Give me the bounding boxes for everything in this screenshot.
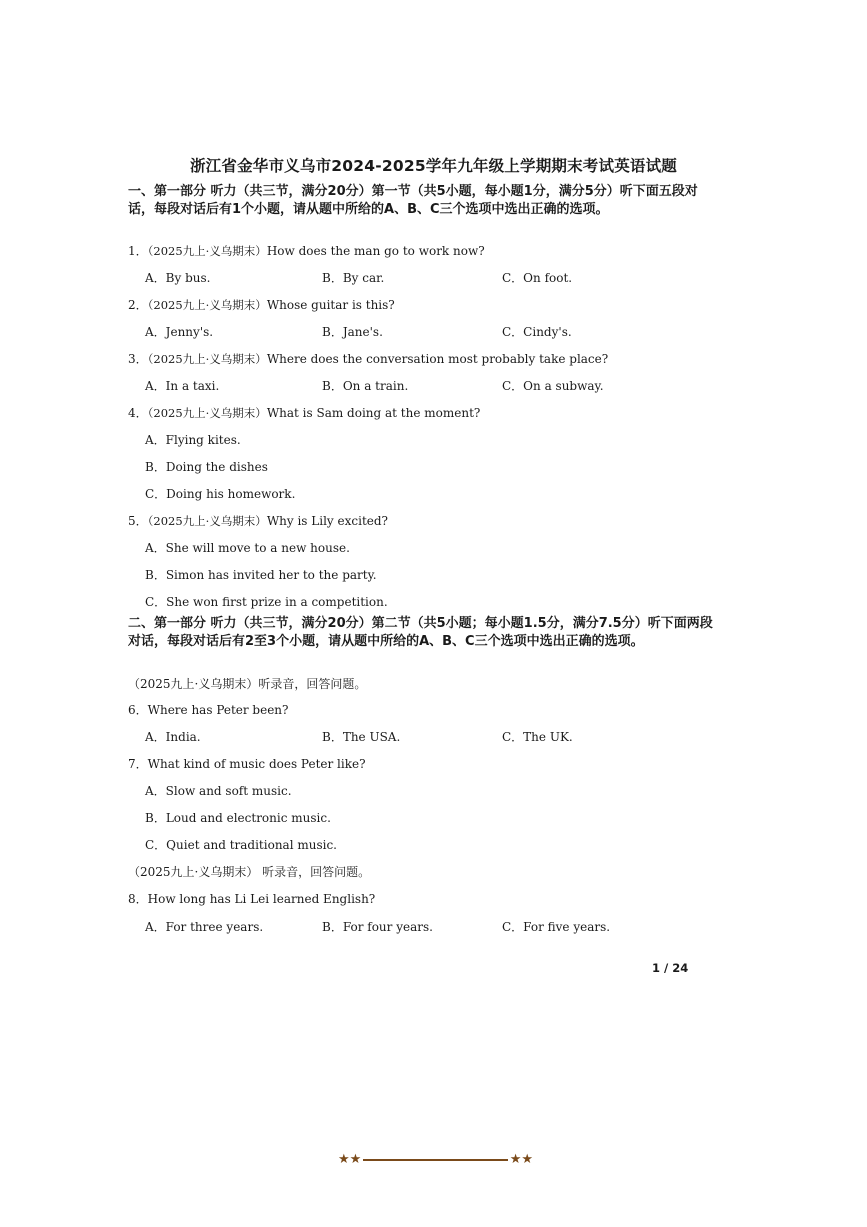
option-b: B．For four years. xyxy=(322,920,433,934)
question-8 xyxy=(128,890,375,907)
question-6 xyxy=(128,701,288,718)
footer-ornament xyxy=(338,1150,533,1170)
question-number: 5． xyxy=(128,514,148,528)
question-text: Whose guitar is this? xyxy=(266,298,395,312)
question-text: Where does the conversation most probably take place? xyxy=(266,352,609,366)
question-source: （2025九上·义乌期末） xyxy=(147,406,267,420)
question-text: Why is Lily excited? xyxy=(266,514,388,528)
question-4 xyxy=(128,404,480,421)
question-number: 8． xyxy=(128,892,148,906)
option-b: B．Loud and electronic music. xyxy=(145,811,331,825)
option-b: B．Jane's. xyxy=(322,325,383,339)
option-b: B．Simon has invited her to the party. xyxy=(145,568,377,582)
question-source: （2025九上·义乌期末） xyxy=(147,244,267,258)
option-c: C．On a subway. xyxy=(502,379,604,393)
question-text: Where has Peter been? xyxy=(147,703,289,717)
option-c: C．For five years. xyxy=(502,920,611,934)
question-1 xyxy=(128,242,485,259)
option-b: B．Doing the dishes xyxy=(145,460,268,474)
star-icon: ★★ xyxy=(338,1152,362,1167)
option-c: C．She won first prize in a competition. xyxy=(145,595,388,609)
question-number: 3． xyxy=(128,352,148,366)
option-b: B．The USA. xyxy=(322,730,401,744)
listening-note: （2025九上·义乌期末）听录音，回答问题。 xyxy=(128,677,367,691)
option-a: A．Flying kites. xyxy=(145,433,241,447)
page-number: 1 / 24 xyxy=(652,961,689,975)
option-b: B．On a train. xyxy=(322,379,409,393)
option-c: C．The UK. xyxy=(502,730,573,744)
divider xyxy=(363,1159,507,1161)
question-text: What kind of music does Peter like? xyxy=(147,757,366,771)
option-c: C．Quiet and traditional music. xyxy=(145,838,337,852)
question-3 xyxy=(128,350,608,367)
question-source: （2025九上·义乌期末） xyxy=(147,298,267,312)
option-b: B．By car. xyxy=(322,271,385,285)
listening-note: （2025九上·义乌期末） 听录音，回答问题。 xyxy=(128,865,371,879)
question-number: 4． xyxy=(128,406,148,420)
question-number: 6． xyxy=(128,703,148,717)
question-number: 1． xyxy=(128,244,148,258)
option-a: A．Slow and soft music. xyxy=(145,784,292,798)
option-a: A．India. xyxy=(145,730,201,744)
option-c: C．Doing his homework. xyxy=(145,487,296,501)
star-icon: ★★ xyxy=(509,1152,533,1167)
section-2-instructions: 二、第一部分 听力（共三节，满分20分）第二节（共5小题；每小题1.5分，满分7.5分）听下面两段对话，每段对话后有2至3个小题，请从题中所给的A、B、C三个选项中选出正确的选项。 xyxy=(128,616,713,649)
question-number: 7． xyxy=(128,757,148,771)
question-text: How long has Li Lei learned English? xyxy=(147,892,376,906)
question-7 xyxy=(128,755,366,772)
option-a: A．For three years. xyxy=(145,920,264,934)
option-a: A．Jenny's. xyxy=(145,325,214,339)
option-c: C．Cindy's. xyxy=(502,325,572,339)
option-a: A．In a taxi. xyxy=(145,379,220,393)
question-number: 2． xyxy=(128,298,148,312)
option-a: A．She will move to a new house. xyxy=(145,541,350,555)
document-title: 浙江省金华市义乌市2024-2025学年九年级上学期期末考试英语试题 xyxy=(189,157,677,175)
question-text: What is Sam doing at the moment? xyxy=(266,406,481,420)
option-a: A．By bus. xyxy=(145,271,211,285)
question-text: How does the man go to work now? xyxy=(266,244,485,258)
section-1-instructions: 一、第一部分 听力（共三节，满分20分）第一节（共5小题，每小题1分，满分5分）听下面五段对话，每段对话后有1个小题，请从题中所给的A、B、C三个选项中选出正确的选项。 xyxy=(128,184,698,217)
question-source: （2025九上·义乌期末） xyxy=(147,514,267,528)
option-c: C．On foot. xyxy=(502,271,573,285)
question-source: （2025九上·义乌期末） xyxy=(147,352,267,366)
question-5 xyxy=(128,512,388,529)
question-2 xyxy=(128,296,395,313)
